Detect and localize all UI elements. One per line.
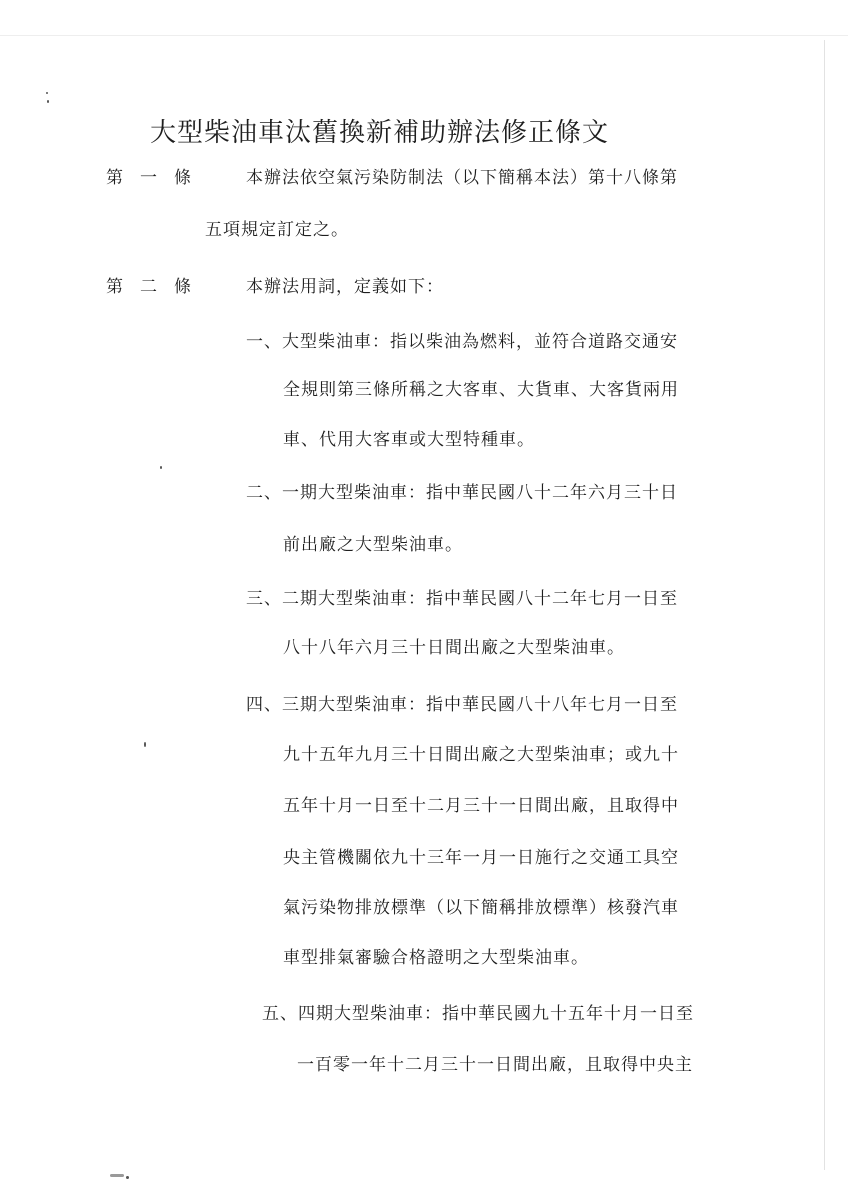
- scan-edge-right: [824, 40, 825, 1170]
- item-1-line-1: 一、大型柴油車：指以柴油為燃料，並符合道路交通安: [246, 332, 678, 352]
- item-1-line-3: 車、代用大客車或大型特種車。: [283, 430, 535, 450]
- item-1-line-2: 全規則第三條所稱之大客車、大貨車、大客貨兩用: [283, 380, 679, 400]
- article-2-intro: 本辦法用詞，定義如下：: [246, 277, 444, 297]
- article-1-line-2: 五項規定訂定之。: [205, 220, 349, 240]
- scan-speck: [126, 1176, 129, 1179]
- scan-speck: [144, 742, 146, 747]
- scan-speck: [160, 466, 162, 469]
- item-2-line-1: 二、一期大型柴油車：指中華民國八十二年六月三十日: [246, 483, 678, 503]
- item-4-line-4: 央主管機關依九十三年一月一日施行之交通工具空: [283, 848, 679, 868]
- article-1-line-1: 本辦法依空氣污染防制法（以下簡稱本法）第十八條第: [246, 168, 678, 188]
- article-2-label: 第 二 條: [106, 277, 191, 297]
- item-5-line-2: 一百零一年十二月三十一日間出廠，且取得中央主: [297, 1055, 693, 1075]
- scan-edge-top: [0, 35, 848, 36]
- item-4-line-2: 九十五年九月三十日間出廠之大型柴油車；或九十: [283, 745, 679, 765]
- item-5-line-1: 五、四期大型柴油車：指中華民國九十五年十月一日至: [262, 1004, 694, 1024]
- item-4-line-6: 車型排氣審驗合格證明之大型柴油車。: [283, 948, 589, 968]
- item-4-line-1: 四、三期大型柴油車：指中華民國八十八年七月一日至: [246, 695, 678, 715]
- scan-speck: [110, 1174, 124, 1177]
- scan-speck: [47, 100, 49, 103]
- item-3-line-2: 八十八年六月三十日間出廠之大型柴油車。: [283, 638, 625, 658]
- scan-speck: [46, 92, 48, 94]
- item-3-line-1: 三、二期大型柴油車：指中華民國八十二年七月一日至: [246, 589, 678, 609]
- item-4-line-5: 氣污染物排放標準（以下簡稱排放標準）核發汽車: [283, 898, 679, 918]
- article-1-label: 第 一 條: [106, 168, 191, 188]
- document-title: 大型柴油車汰舊換新補助辦法修正條文: [150, 118, 610, 148]
- item-2-line-2: 前出廠之大型柴油車。: [283, 535, 463, 555]
- item-4-line-3: 五年十月一日至十二月三十一日間出廠，且取得中: [283, 796, 679, 816]
